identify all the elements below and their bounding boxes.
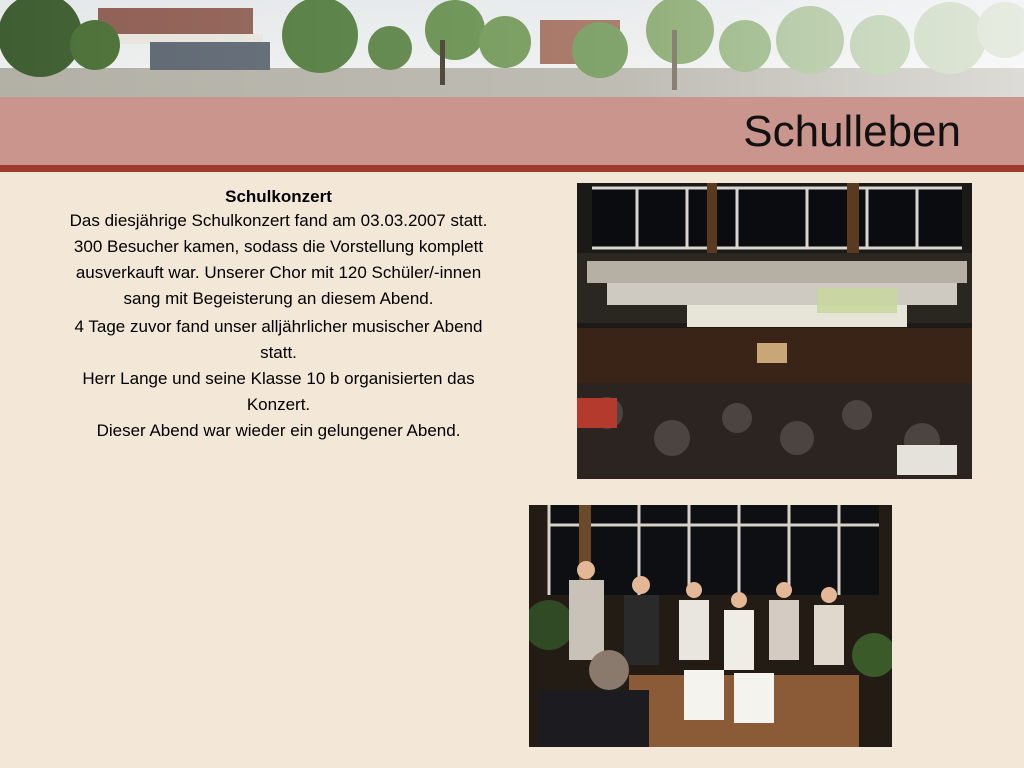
article-body — [55, 186, 502, 444]
title-divider — [0, 165, 1024, 172]
header-banner-image — [0, 0, 1024, 97]
article-heading: Schulkonzert — [225, 187, 332, 206]
page-title: Schulleben — [743, 107, 961, 156]
article-paragraph-3: Herr Lange und seine Klasse 10 b organisierten das Konzert. — [82, 369, 475, 414]
choir-photo — [577, 183, 972, 479]
article-paragraph-1: Das diesjährige Schulkonzert fand am 03.03.2007 statt. 300 Besucher kamen, sodass die Vorstellung komplett ausverkauft war. Unserer Chor mit 120 Schüler/-innen sang mit Begeisterung an diesem Abend. — [69, 211, 488, 308]
article-paragraph-4: Dieser Abend war wieder ein gelungener Abend. — [96, 421, 461, 440]
small-choir-photo — [529, 505, 892, 747]
article-paragraph-2: 4 Tage zuvor fand unser alljährlicher musischer Abend statt. — [74, 317, 483, 362]
